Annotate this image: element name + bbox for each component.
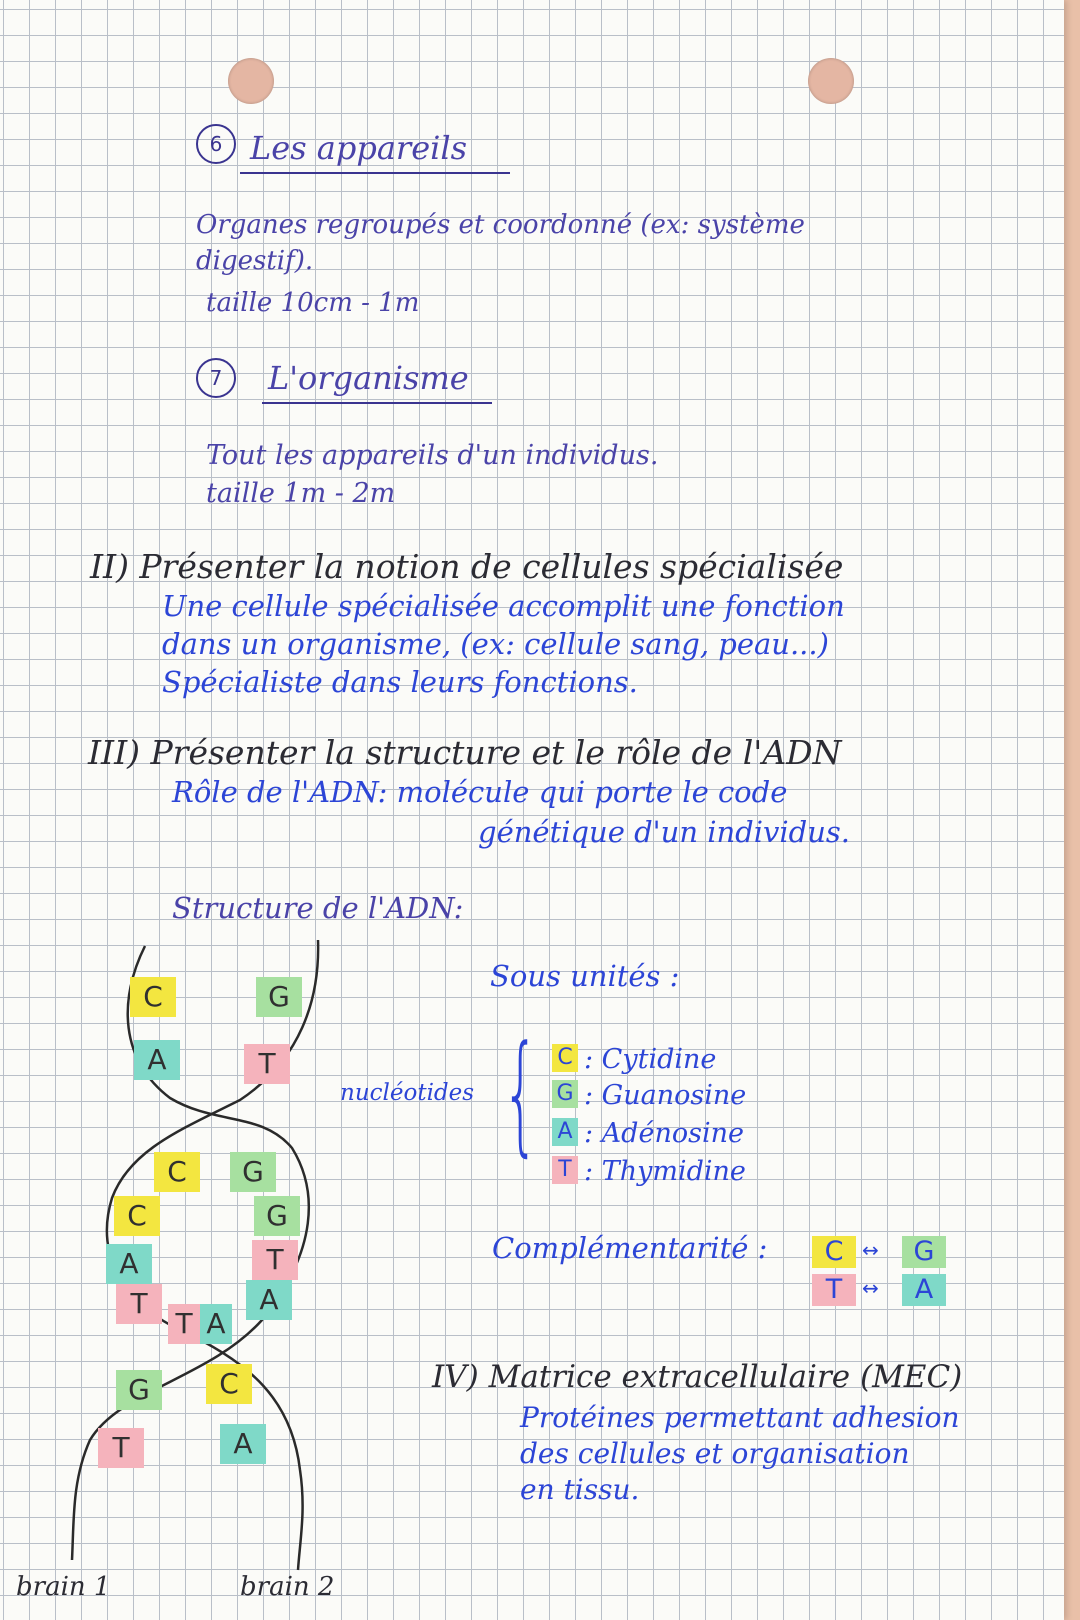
legend-letter-c: C [552,1044,578,1072]
strand-1-label: brain 1 [16,1572,111,1602]
dna-base-a: A [200,1304,232,1344]
complementarity-c: C [812,1236,856,1268]
section-ii-line3: Spécialiste dans leurs fonctions. [162,665,638,699]
section-ii-line1: Une cellule spécialisée accomplit une fonction [162,589,845,623]
subunits-title: Sous unités : [490,959,680,993]
legend-name-thymidine: : Thymidine [584,1156,746,1187]
dna-base-c: C [206,1364,252,1404]
section-iii-heading: III) Présenter la structure et le rôle de l'ADN [88,733,842,772]
arrow-icon: ↔ [862,1276,879,1300]
complementarity-g: G [902,1236,946,1268]
section-iv-line3: en tissu. [520,1473,640,1506]
nucleotides-brace: { [502,1017,540,1169]
dna-base-c: C [130,977,176,1017]
complementarity-t: T [812,1274,856,1306]
legend-letter-t: T [552,1156,578,1184]
dna-base-c: C [114,1196,160,1236]
section-6-line2: digestif). [196,246,314,276]
dna-base-g: G [116,1370,162,1410]
strand-2-label: brain 2 [240,1572,335,1602]
section-ii-line2: dans un organisme, (ex: cellule sang, peau...) [162,627,829,661]
section-iii-line1: Rôle de l'ADN: molécule qui porte le code [172,775,788,809]
legend-name-cytidine: : Cytidine [584,1044,717,1075]
legend-name-guanosine: : Guanosine [584,1080,747,1111]
complementarity-label: Complémentarité : [492,1231,768,1265]
section-iii-line2: génétique d'un individus. [478,815,851,849]
section-ii-heading: II) Présenter la notion de cellules spécialisée [90,547,844,586]
legend-letter-g: G [552,1080,578,1108]
dna-base-c: C [154,1152,200,1192]
arrow-icon: ↔ [862,1238,879,1262]
dna-base-a: A [220,1424,266,1464]
dna-base-t: T [252,1240,298,1280]
dna-structure-label: Structure de l'ADN: [172,891,464,925]
section-6-line1: Organes regroupés et coordonné (ex: système [196,210,805,240]
dna-base-a: A [106,1244,152,1284]
complementarity-a: A [902,1274,946,1306]
legend-name-adenosine: : Adénosine [584,1118,744,1149]
section-7-line1: Tout les appareils d'un individus. [206,440,659,471]
nucleotides-label: nucléotides [340,1080,475,1106]
section-7-size: taille 1m - 2m [206,478,396,509]
dna-base-t: T [98,1428,144,1468]
dna-base-t: T [168,1304,200,1344]
dna-base-t: T [116,1284,162,1324]
section-iv-line1: Protéines permettant adhesion [520,1401,960,1434]
dna-base-g: G [230,1152,276,1192]
section-6-number: 6 [196,124,236,164]
section-iv-line2: des cellules et organisation [520,1437,910,1470]
dna-base-a: A [134,1040,180,1080]
legend-letter-a: A [552,1118,578,1146]
section-iv-heading: IV) Matrice extracellulaire (MEC) [432,1359,963,1395]
section-7-number: 7 [196,358,236,398]
section-6-title: Les appareils [250,129,468,167]
section-7-title: L'organisme [268,359,469,397]
dna-base-a: A [246,1280,292,1320]
section-6-size: taille 10cm - 1m [206,288,420,318]
dna-base-g: G [256,977,302,1017]
dna-base-t: T [244,1044,290,1084]
dna-base-g: G [254,1196,300,1236]
